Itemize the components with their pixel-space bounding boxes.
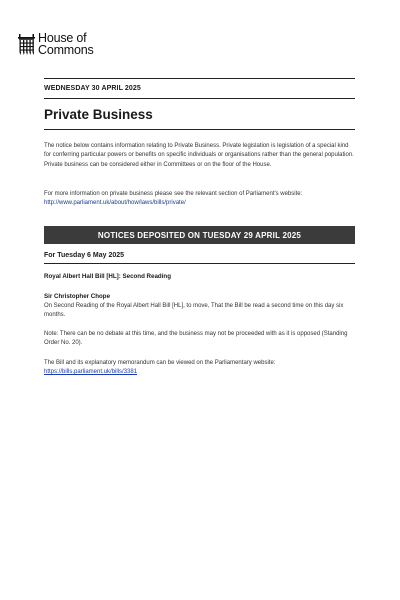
bill-title: Royal Albert Hall Bill [HL]: Second Reading [44, 273, 171, 280]
for-date-rule [44, 263, 355, 264]
member-name: Sir Christopher Chope [44, 293, 111, 300]
note-text: Note: There can be no debate at this time, and the business may not be proceeded with as it is opposed (Standing Order No. 20). [44, 331, 348, 347]
banner-text: NOTICES DEPOSITED ON TUESDAY 29 APRIL 2025 [97, 230, 302, 240]
private-business-link[interactable]: http://www.parliament.uk/about/how/laws/bills/private/ [44, 200, 186, 207]
docs-text: The Bill and its explanatory memorandum can be viewed on the Parliamentary website: [44, 360, 276, 366]
date-rule [44, 98, 355, 99]
portcullis-icon [18, 34, 35, 56]
house-of-commons-logo [18, 33, 94, 56]
for-date-heading: For Tuesday 6 May 2025 [44, 252, 125, 259]
title-rule [44, 129, 355, 130]
info-paragraph [44, 190, 355, 209]
date-heading: WEDNESDAY 30 APRIL 2025 [44, 85, 141, 92]
intro-paragraph: The notice below contains information relating to Private Business. Private legislation is legislation of a special kind for conferring particular powers or benefits on specific individuals or organisations rather than the general population. Private business can be considered either in Committees or on the floor of the House. [44, 143, 354, 168]
logo-wordmark [38, 33, 94, 56]
docs-paragraph [44, 359, 355, 378]
notices-banner [44, 226, 355, 244]
bill-docs-link[interactable]: https://bills.parliament.uk/bills/3381 [44, 369, 138, 376]
motion-text: On Second Reading of the Royal Albert Hall Bill [HL], to move, That the Bill be read a second time on this day six months. [44, 303, 344, 319]
top-rule [44, 78, 355, 79]
page-title: Private Business [44, 107, 153, 122]
info-text: For more information on private business please see the relevant section of Parliament's website: [44, 191, 303, 197]
logo-line-1: House of [38, 31, 87, 45]
logo-line-2: Commons [38, 42, 94, 57]
